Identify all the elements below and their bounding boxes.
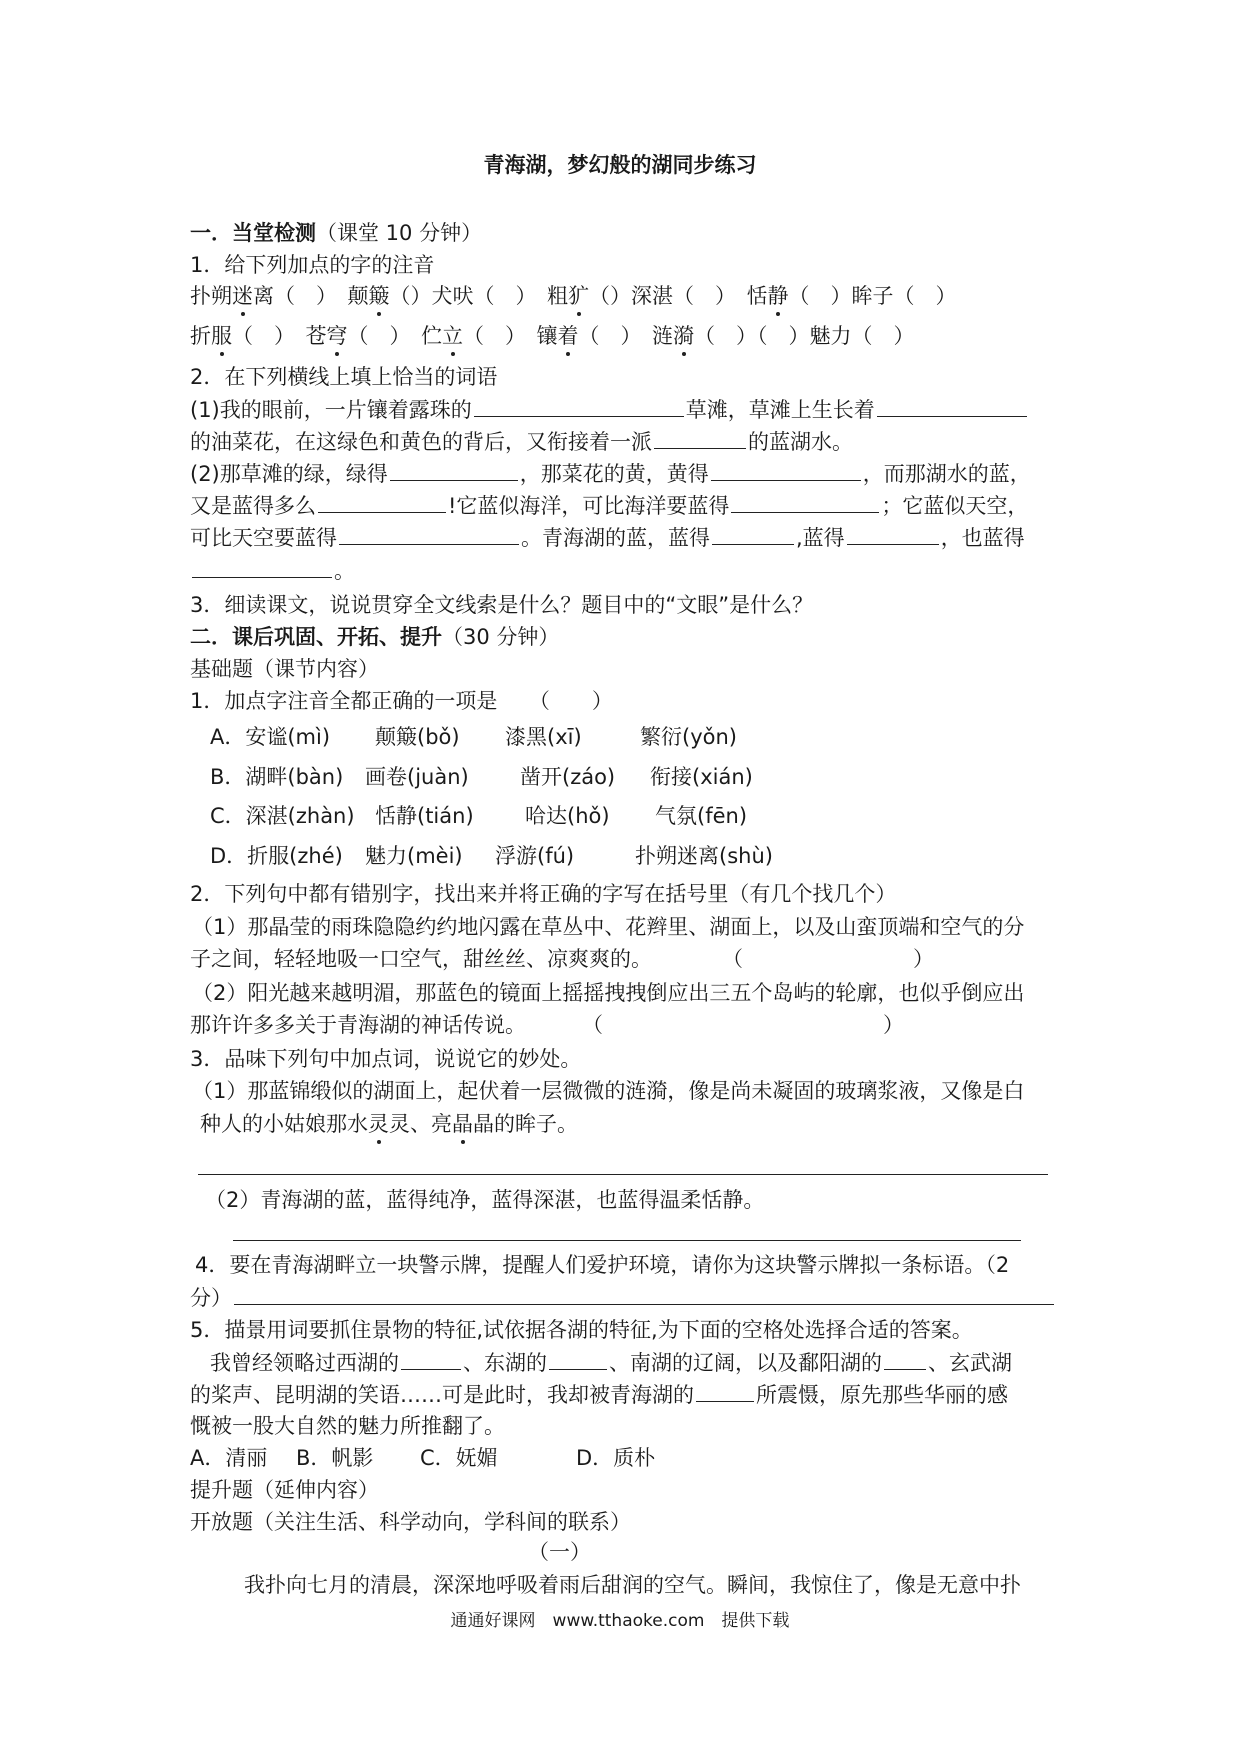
s1-q1-row2 — [190, 321, 1060, 351]
dotted-word: 水灵灵 — [347, 1109, 410, 1139]
s2-q2-p1a: （1）那晶莹的雨珠隐隐约约地闪露在草丛中、花辫里、湖面上，以及山蛮顶端和空气的分 — [192, 915, 1025, 939]
text: 的桨声、昆明湖的笑语……可是此时，我却被青海湖的 — [190, 1383, 694, 1407]
paren: ） — [295, 284, 327, 308]
paren: ） — [872, 324, 915, 348]
answer-blank[interactable] — [731, 490, 879, 513]
option-item: D．折服(zhé) — [210, 844, 343, 868]
s2-q3-p2: （2）青海湖的蓝，蓝得纯净，蓝得深湛，也蓝得温柔恬静。 — [205, 1188, 765, 1212]
text: 的蓝湖水。 — [748, 430, 853, 454]
s1-q2-line2 — [190, 426, 1060, 456]
option-item: 画卷(juàn) — [365, 765, 469, 789]
s2-q3-p1b — [200, 1109, 1070, 1139]
answer-blank[interactable] — [401, 1347, 461, 1370]
option-item: 浮游(fú) — [495, 844, 575, 868]
answer-blank[interactable] — [474, 394, 684, 417]
answer-blank[interactable] — [192, 555, 332, 578]
text: 草滩，草滩上生长着 — [685, 398, 875, 422]
paren: ） — [494, 284, 526, 308]
text: 又是蓝得多么 — [190, 494, 316, 518]
s2-q2-stem: 2．下列句中都有错别字，找出来并将正确的字写在括号里（有几个找几个） — [190, 882, 897, 906]
section-2-time: （30 分钟） — [442, 625, 560, 649]
answer-blank[interactable] — [549, 1347, 607, 1370]
text: 我曾经领略过西湖的 — [210, 1351, 399, 1375]
text: 、南湖的辽阔，以及鄱阳湖的 — [609, 1351, 882, 1375]
text: ，那菜花的黄，黄得 — [519, 462, 709, 486]
s2-q2-p1b-line — [190, 944, 1060, 974]
text: ，而那湖水的蓝， — [862, 462, 1031, 486]
answer-blank[interactable] — [318, 490, 446, 513]
text: 分） — [190, 1286, 232, 1310]
text: ；它蓝似天空， — [881, 494, 1029, 518]
text: 的眸子。 — [494, 1112, 578, 1136]
s1-q2-line1 — [190, 394, 1060, 424]
part-label: （一） — [528, 1540, 591, 1564]
section-1-heading: 一．当堂检测 — [190, 221, 316, 245]
section-2-heading: 二．课后巩固、开拓、提升 — [190, 625, 442, 649]
word: 镶着（ — [537, 321, 600, 351]
s1-q1-stem: 1．给下列加点的字的注音 — [190, 253, 435, 277]
option-item: 衔接(xián) — [650, 765, 753, 789]
answer-blank[interactable] — [712, 522, 794, 545]
reading-paragraph: 我扑向七月的清晨，深深地呼吸着雨后甜润的空气。瞬间，我惊住了，像是无意中扑 — [244, 1573, 1021, 1597]
section-1-time: （课堂 10 分钟） — [316, 221, 483, 245]
s2-q1-option-c — [210, 801, 1080, 831]
word: ）深湛（ — [610, 284, 694, 308]
paren: ） — [599, 324, 631, 348]
page-title: 青海湖，梦幻般的湖同步练习 — [483, 153, 757, 177]
s1-q2-line5 — [190, 522, 1060, 552]
text: 、东湖的 — [463, 1351, 547, 1375]
s1-q2-line4 — [190, 490, 1060, 520]
option-item: B．帆影 — [296, 1446, 374, 1470]
option-item: 繁衍(yǒn) — [640, 725, 737, 749]
s2-q5-l1 — [210, 1347, 1080, 1377]
s1-q3: 3．细读课文，说说贯穿全文线索是什么？题目中的“文眼”是什么？ — [190, 593, 814, 617]
option-item: A．安谧(mì) — [210, 725, 331, 749]
option-item: 魅力(mèi) — [365, 844, 463, 868]
paren-open: （ — [582, 1013, 603, 1037]
basic-heading: 基础题（课节内容） — [190, 657, 379, 681]
section-2-heading-line — [190, 622, 1060, 652]
advance-heading: 提升题（延伸内容） — [190, 1478, 379, 1502]
s2-q2-p2b-line — [190, 1010, 1060, 1040]
word: 折服（ — [190, 321, 253, 351]
answer-blank[interactable] — [654, 426, 746, 449]
option-item: A．清丽 — [190, 1446, 268, 1470]
answer-blank[interactable] — [847, 522, 939, 545]
option-item: 扑朔迷离(shù) — [635, 844, 773, 868]
paren: ）（ — [715, 324, 768, 348]
word: 涟漪（ — [652, 321, 715, 351]
word: 粗犷（ — [547, 281, 610, 311]
word: 恬静（ — [747, 281, 810, 311]
paren: ） — [914, 284, 957, 308]
option-item: 哈达(hǒ) — [525, 804, 610, 828]
s1-q2-stem: 2．在下列横线上填上恰当的词语 — [190, 365, 498, 389]
text: 所震慑，原先那些华丽的感 — [756, 1383, 1008, 1407]
answer-line[interactable] — [233, 1240, 1021, 1241]
s2-q5-l2 — [190, 1379, 1060, 1409]
option-item: 颠簸(bǒ) — [375, 725, 460, 749]
text: 子之间，轻轻地吸一口空气，甜丝丝、凉爽爽的。 — [190, 947, 652, 971]
s2-q1-option-b — [210, 762, 1080, 792]
word: 扑朔迷离（ — [190, 281, 295, 311]
paren: ） — [253, 324, 285, 348]
s2-q2-p2a: （2）阳光越来越明湄，那蓝色的镜面上摇摇拽拽倒应出三五个岛屿的轮廓，也似乎倒应出 — [192, 981, 1025, 1005]
answer-blank[interactable] — [696, 1379, 754, 1402]
s1-q1-row1 — [190, 281, 1060, 311]
answer-blank[interactable] — [390, 458, 518, 481]
paren: ） — [484, 324, 516, 348]
answer-line[interactable] — [198, 1174, 1048, 1175]
option-item: C．深湛(zhàn) — [210, 804, 355, 828]
option-item: 气氛(fēn) — [655, 804, 748, 828]
text: (2)那草滩的绿，绿得 — [190, 462, 388, 486]
paren: ） — [694, 284, 726, 308]
text: 那许许多多关于青海湖的神话传说。 — [190, 1013, 526, 1037]
s2-q5-l3: 慨被一股大自然的魅力所推翻了。 — [190, 1414, 505, 1438]
option-item: 恬静(tián) — [375, 804, 474, 828]
page-footer: 通通好课网 www.tthaoke.com 提供下载 — [450, 1611, 790, 1631]
text: !它蓝似海洋，可比海洋要蓝得 — [448, 494, 730, 518]
paren-close: ） — [883, 1013, 904, 1037]
text: 的油菜花，在这绿色和黄色的背后，又衔接着一派 — [190, 430, 652, 454]
s2-q3-p1a: （1）那蓝锦缎似的湖面上，起伏着一层微微的涟漪，像是尚未凝固的玻璃浆液，又像是白 — [192, 1079, 1025, 1103]
option-item: C．妩媚 — [420, 1446, 498, 1470]
s2-q1-stem: 1．加点字注音全都正确的一项是 （ ） — [190, 689, 613, 713]
text: 。青海湖的蓝，蓝得 — [521, 526, 710, 550]
s2-q1-option-a — [210, 722, 1080, 752]
option-item: 凿开(záo) — [520, 765, 616, 789]
answer-blank[interactable] — [711, 458, 861, 481]
word: 伫立（ — [421, 321, 484, 351]
section-1-heading-line — [190, 218, 1060, 248]
answer-blank[interactable] — [877, 394, 1027, 417]
open-heading: 开放题（关注生活、科学动向，学科间的联系） — [190, 1510, 631, 1534]
answer-blank[interactable] — [884, 1347, 926, 1370]
text: ，也蓝得 — [940, 526, 1025, 550]
s2-q1-option-d — [210, 841, 1080, 871]
word: 苍穹（ — [306, 321, 369, 351]
text: 、 — [410, 1112, 431, 1136]
s1-q2-line6 — [190, 555, 1060, 585]
option-item: B．湖畔(bàn) — [210, 765, 344, 789]
s2-q5-options — [190, 1443, 1060, 1473]
word: ）犬吠（ — [410, 284, 495, 308]
word: ）眸子（ — [809, 284, 915, 308]
s1-q2-line3 — [190, 458, 1060, 488]
answer-blank[interactable] — [234, 1282, 1054, 1305]
s2-q3-stem: 3．品味下列句中加点词，说说它的妙处。 — [190, 1047, 582, 1071]
word: 颠簸（ — [348, 281, 411, 311]
text: 可比天空要蓝得 — [190, 526, 337, 550]
text: 。 — [334, 559, 355, 583]
answer-blank[interactable] — [339, 522, 519, 545]
dotted-word: 亮晶晶 — [431, 1109, 494, 1139]
text: 、玄武湖 — [928, 1351, 1012, 1375]
s2-q4-a: 4．要在青海湖畔立一块警示牌，提醒人们爱护环境，请你为这块警示牌拟一条标语。（2 — [195, 1253, 1010, 1277]
option-item: 漆黑(xī) — [505, 725, 582, 749]
option-item: D．质朴 — [576, 1446, 656, 1470]
paren: ） — [368, 324, 400, 348]
text: ,蓝得 — [796, 526, 845, 550]
s2-q5-stem: 5．描景用词要抓住景物的特征,试依据各湖的特征,为下面的空格处选择合适的答案。 — [190, 1318, 973, 1342]
s2-q4-b-line — [190, 1282, 1060, 1312]
paren-close: ） — [913, 947, 934, 971]
text: 种人的小姑娘那 — [200, 1112, 347, 1136]
word: ）魅力（ — [767, 324, 873, 348]
paren-open: （ — [722, 947, 743, 971]
text: (1)我的眼前，一片镶着露珠的 — [190, 398, 472, 422]
